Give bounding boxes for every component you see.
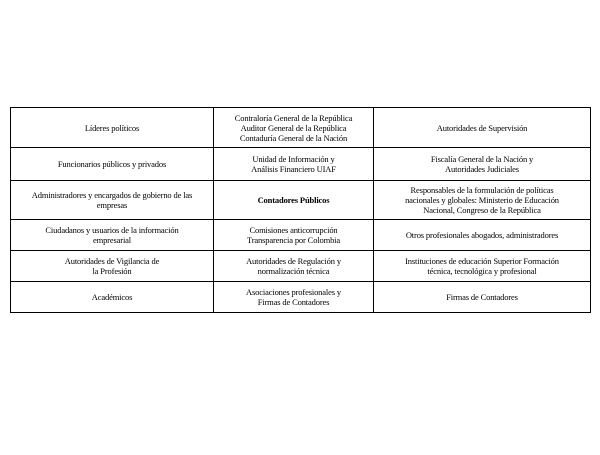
table-cell: Autoridades de Supervisión	[374, 108, 591, 148]
table-cell: Líderes políticos	[11, 108, 214, 148]
table-cell: Instituciones de educación Superior Formación técnica, tecnológica y profesional	[374, 251, 591, 282]
table-row	[11, 108, 591, 148]
table-row	[11, 251, 591, 282]
stakeholders-table	[10, 107, 591, 313]
table-cell: Autoridades de Vigilancia de la Profesión	[11, 251, 214, 282]
table-cell: Unidad de Información y Análisis Financiero UIAF	[214, 148, 374, 181]
central-cell-contadores-publicos: Contadores Públicos	[214, 181, 374, 220]
table-cell: Firmas de Contadores	[374, 282, 591, 313]
table-cell: Contraloría General de la República Auditor General de la República Contaduría General de la Nación	[214, 108, 374, 148]
table-cell: Académicos	[11, 282, 214, 313]
table-cell: Administradores y encargados de gobierno de las empresas	[11, 181, 214, 220]
stakeholders-table-wrapper	[10, 107, 590, 313]
table-row	[11, 148, 591, 181]
table-cell: Ciudadanos y usuarios de la información empresarial	[11, 220, 214, 251]
table-cell: Funcionarios públicos y privados	[11, 148, 214, 181]
table-cell: Fiscalía General de la Nación y Autoridades Judiciales	[374, 148, 591, 181]
table-cell: Comisiones anticorrupción Transparencia por Colombia	[214, 220, 374, 251]
table-row	[11, 181, 591, 220]
table-cell: Otros profesionales abogados, administradores	[374, 220, 591, 251]
table-cell: Asociaciones profesionales y Firmas de Contadores	[214, 282, 374, 313]
table-cell: Responsables de la formulación de políticas nacionales y globales: Ministerio de Educación Nacional, Congreso de la República	[374, 181, 591, 220]
table-row	[11, 282, 591, 313]
table-row	[11, 220, 591, 251]
table-cell: Autoridades de Regulación y normalización técnica	[214, 251, 374, 282]
